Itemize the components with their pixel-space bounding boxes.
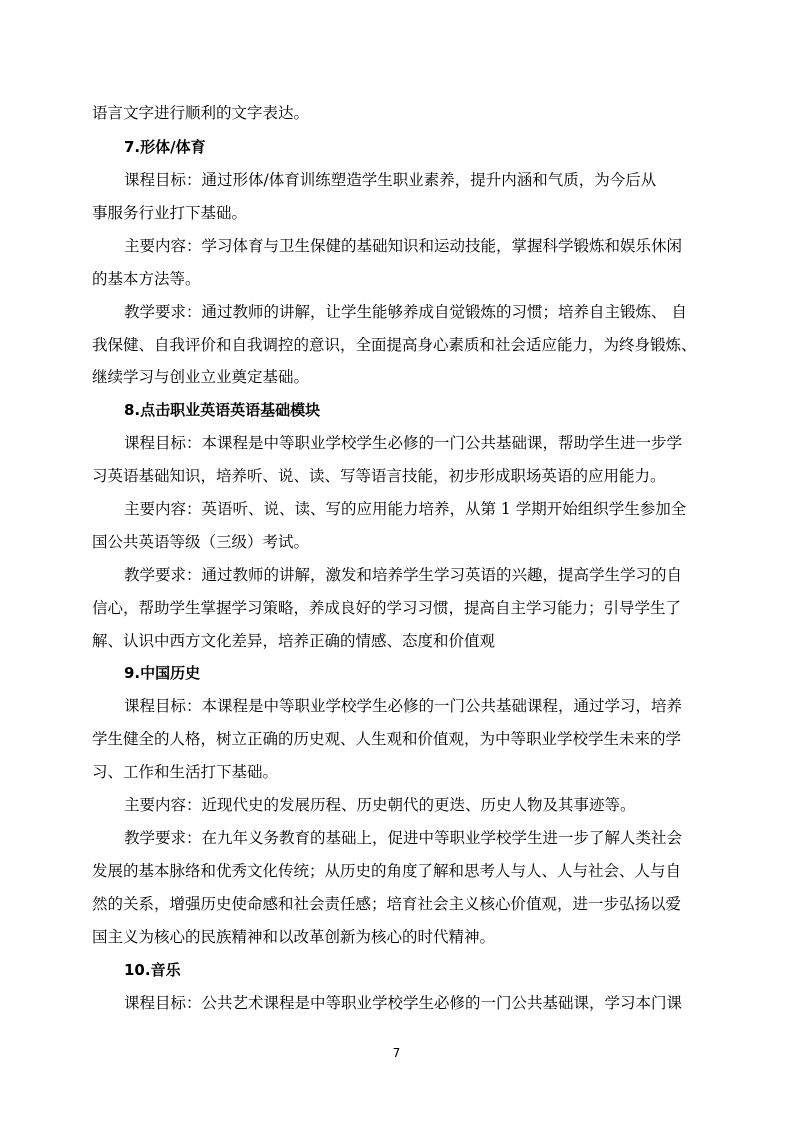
- text-line: 国公共英语等级（三级）考试。: [92, 533, 310, 551]
- section-heading-8: 8.点击职业英语英语基础模块: [124, 401, 321, 419]
- text-line: 教学要求：通过教师的讲解，让学生能够养成自觉锻炼的习惯；培养自主锻炼、 自: [124, 303, 687, 321]
- text-line: 课程目标：本课程是中等职业学校学生必修的一门公共基础课程，通过学习，培养: [124, 697, 683, 715]
- text-line: 语言文字进行顺利的文字表达。: [92, 104, 310, 122]
- text-line: 主要内容：英语听、说、读、写的应用能力培养，从第 1 学期开始组织学生参加全: [124, 500, 687, 518]
- text-line: 解、认识中西方文化差异，培养正确的情感、态度和价值观: [92, 632, 496, 650]
- text-line: 学生健全的人格，树立正确的历史观、人生观和价值观，为中等职业学校学生未来的学: [92, 730, 682, 748]
- text-line: 课程目标：通过形体/体育训练塑造学生职业素养，提升内涵和气质，为今后从: [124, 171, 657, 189]
- text-line: 发展的基本脉络和优秀文化传统；从历史的角度了解和思考人与人、人与社会、人与自: [92, 862, 682, 880]
- page-number: 7: [392, 1046, 401, 1060]
- text-line: 国主义为核心的民族精神和以改革创新为核心的时代精神。: [92, 928, 496, 946]
- section-heading-7: 7.形体/体育: [124, 138, 206, 156]
- text-line: 事服务行业打下基础。: [92, 204, 248, 222]
- text-line: 我保健、自我评价和自我调控的意识，全面提高身心素质和社会适应能力，为终身锻炼、: [92, 336, 697, 354]
- text-line: 课程目标：公共艺术课程是中等职业学校学生必修的一门公共基础课，学习本门课: [124, 994, 683, 1012]
- text-line: 习英语基础知识，培养听、说、读、写等语言技能，初步形成职场英语的应用能力。: [92, 467, 666, 485]
- text-line: 教学要求：通过教师的讲解，激发和培养学生学习英语的兴趣，提高学生学习的自: [124, 566, 683, 584]
- text-line: 信心，帮助学生掌握学习策略，养成良好的学习习惯，提高自主学习能力；引导学生了: [92, 599, 682, 617]
- text-line: 课程目标：本课程是中等职业学校学生必修的一门公共基础课，帮助学生进一步学: [124, 434, 683, 452]
- text-line: 的基本方法等。: [92, 270, 201, 288]
- text-line: 主要内容：近现代史的发展历程、历史朝代的更迭、历史人物及其事迹等。: [124, 796, 636, 814]
- text-line: 然的关系，增强历史使命感和社会责任感；培育社会主义核心价值观，进一步弘扬以爱: [92, 895, 682, 913]
- section-heading-10: 10.音乐: [124, 961, 181, 979]
- text-line: 主要内容：学习体育与卫生保健的基础知识和运动技能，掌握科学锻炼和娱乐休闲: [124, 237, 683, 255]
- text-line: 继续学习与创业立业奠定基础。: [92, 368, 310, 386]
- text-line: 教学要求：在九年义务教育的基础上，促进中等职业学校学生进一步了解人类社会: [124, 829, 683, 847]
- text-line: 习、工作和生活打下基础。: [92, 763, 279, 781]
- section-heading-9: 9.中国历史: [124, 664, 201, 682]
